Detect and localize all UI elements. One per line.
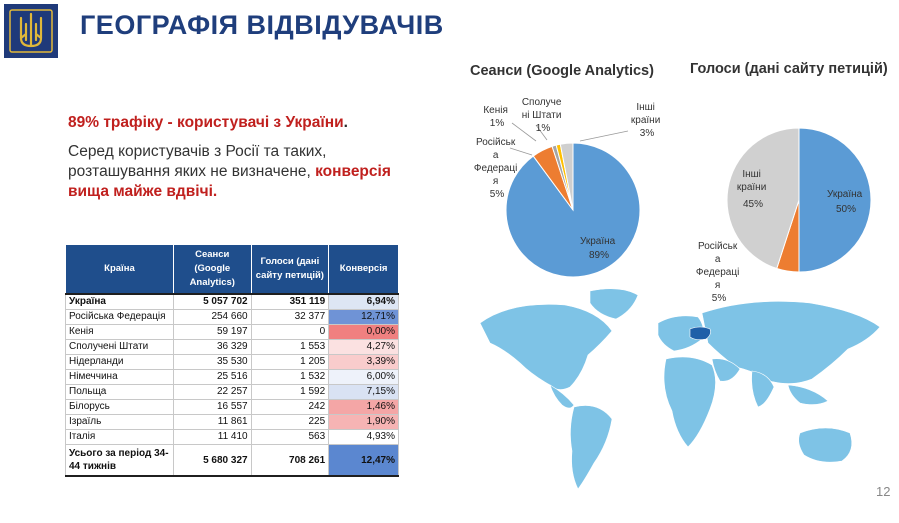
cell-country: Нідерланди bbox=[66, 355, 174, 370]
cell-sessions: 11 410 bbox=[173, 430, 251, 445]
logo bbox=[4, 4, 58, 58]
map-north-america bbox=[480, 304, 612, 389]
p2-label-russia: Російськ а Федераці я 5% bbox=[695, 241, 740, 304]
page-number: 12 bbox=[876, 484, 891, 499]
p1-label-other: Інші країни 3% bbox=[630, 102, 661, 139]
cell-conversion: 0,00% bbox=[329, 325, 399, 340]
cell-sessions: 254 660 bbox=[173, 310, 251, 325]
p1-label-russia: Російськ а Федераці я 5% bbox=[473, 137, 518, 200]
cell-country: Німеччина bbox=[66, 370, 174, 385]
cell-country: Російська Федерація bbox=[66, 310, 174, 325]
p1-label-kenya: Кенія 1% bbox=[483, 105, 508, 129]
table-row bbox=[66, 385, 399, 400]
table-row bbox=[66, 310, 399, 325]
cell-sessions: 5 057 702 bbox=[173, 294, 251, 310]
cell-votes: 1 592 bbox=[251, 385, 329, 400]
cell-country: Італія bbox=[66, 430, 174, 445]
cell-conversion: 1,90% bbox=[329, 415, 399, 430]
table-row bbox=[66, 400, 399, 415]
table-row bbox=[66, 430, 399, 445]
header-conversion: Конверсія bbox=[329, 245, 399, 295]
cell-conversion: 6,00% bbox=[329, 370, 399, 385]
cell-votes: 0 bbox=[251, 325, 329, 340]
map-australia bbox=[799, 428, 852, 462]
lead-end: . bbox=[343, 114, 348, 131]
table-row bbox=[66, 355, 399, 370]
cell-conversion: 3,39% bbox=[329, 355, 399, 370]
cell-sessions: 25 516 bbox=[173, 370, 251, 385]
map-ukraine-highlight bbox=[690, 327, 711, 340]
cell-conversion: 4,27% bbox=[329, 340, 399, 355]
cell-country: Україна bbox=[66, 294, 174, 310]
table-header-row bbox=[66, 245, 399, 295]
header-votes: Голоси (дані сайту петицій) bbox=[251, 245, 329, 295]
votes-chart-title: Голоси (дані сайту петицій) bbox=[690, 61, 888, 77]
cell-total-label: Усього за період 34-44 тижнів bbox=[66, 445, 174, 477]
map-africa bbox=[664, 357, 716, 447]
table-body bbox=[66, 294, 399, 476]
cell-sessions: 36 329 bbox=[173, 340, 251, 355]
table-row bbox=[66, 340, 399, 355]
header-sessions: Сеанси (Google Analytics) bbox=[173, 245, 251, 295]
cell-votes: 563 bbox=[251, 430, 329, 445]
p2-label-other: Інші країни 45% bbox=[736, 169, 767, 210]
p2-label-ukraine: Україна 50% bbox=[826, 189, 863, 215]
p1-label-ukraine: Україна 89% bbox=[579, 236, 616, 261]
conversion-note bbox=[68, 142, 428, 202]
table-total-row bbox=[66, 445, 399, 477]
cell-conversion: 7,15% bbox=[329, 385, 399, 400]
header-country: Країна bbox=[66, 245, 174, 295]
cell-sessions: 59 197 bbox=[173, 325, 251, 340]
cell-votes: 1 205 bbox=[251, 355, 329, 370]
cell-conversion: 6,94% bbox=[329, 294, 399, 310]
cell-sessions: 35 530 bbox=[173, 355, 251, 370]
cell-country: Білорусь bbox=[66, 400, 174, 415]
conversion-note-text: Серед користувачів з Росії та таких, розташування яких не визначене, bbox=[68, 143, 327, 180]
cell-votes: 32 377 bbox=[251, 310, 329, 325]
lead-highlight: 89% трафіку - користувачі з України bbox=[68, 114, 344, 131]
cell-total-votes: 708 261 bbox=[251, 445, 329, 477]
pie-slice-0 bbox=[799, 128, 871, 272]
sessions-pie bbox=[506, 143, 640, 277]
cell-votes: 351 119 bbox=[251, 294, 329, 310]
cell-conversion: 1,46% bbox=[329, 400, 399, 415]
cell-votes: 1 532 bbox=[251, 370, 329, 385]
cell-total-sessions: 5 680 327 bbox=[173, 445, 251, 477]
p1-label-usa: Сполуче ні Штати 1% bbox=[521, 97, 562, 134]
cell-country: Сполучені Штати bbox=[66, 340, 174, 355]
conversion-note-highlight: конверсія вища майже вдвічі. bbox=[68, 163, 391, 200]
cell-sessions: 16 557 bbox=[173, 400, 251, 415]
cell-total-conversion: 12,47% bbox=[329, 445, 399, 477]
table-row bbox=[66, 325, 399, 340]
sessions-chart-title: Сеанси (Google Analytics) bbox=[470, 63, 654, 79]
page-title: ГЕОГРАФІЯ ВІДВІДУВАЧІВ bbox=[80, 10, 444, 40]
map-southeast-asia bbox=[788, 385, 828, 405]
cell-votes: 225 bbox=[251, 415, 329, 430]
pie-charts bbox=[440, 85, 899, 310]
map-south-america bbox=[570, 406, 612, 490]
lead-text bbox=[68, 114, 348, 132]
country-stats-table bbox=[65, 244, 399, 477]
table-row bbox=[66, 370, 399, 385]
cell-sessions: 11 861 bbox=[173, 415, 251, 430]
cell-country: Ізраїль bbox=[66, 415, 174, 430]
world-map bbox=[470, 283, 890, 498]
cell-votes: 242 bbox=[251, 400, 329, 415]
table-row bbox=[66, 415, 399, 430]
cell-conversion: 4,93% bbox=[329, 430, 399, 445]
map-greenland bbox=[590, 289, 638, 319]
cell-country: Кенія bbox=[66, 325, 174, 340]
cell-votes: 1 553 bbox=[251, 340, 329, 355]
cell-country: Польща bbox=[66, 385, 174, 400]
trident-emblem-icon bbox=[4, 4, 58, 58]
cell-conversion: 12,71% bbox=[329, 310, 399, 325]
cell-sessions: 22 257 bbox=[173, 385, 251, 400]
table-row bbox=[66, 294, 399, 310]
